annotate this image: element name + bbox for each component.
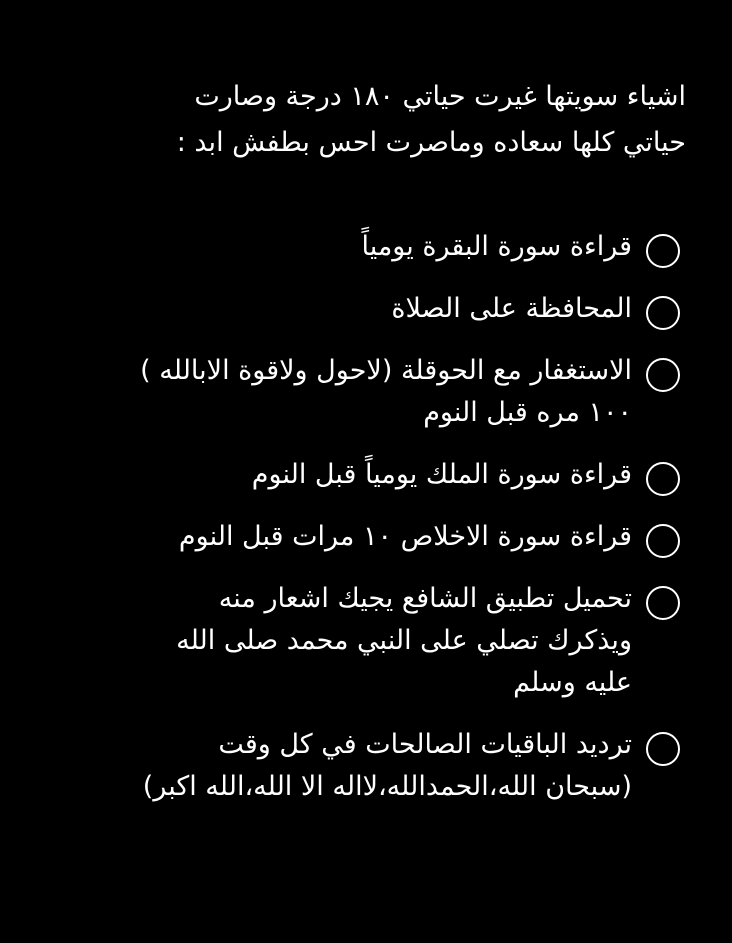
checklist-item-text: الاستغفار مع الحوقلة (لاحول ولاقوة الابالله ) ١٠٠ مره قبل النوم — [140, 355, 632, 428]
checklist-item-text: قراءة سورة الاخلاص ١٠ مرات قبل النوم — [178, 521, 632, 552]
checklist-item — [40, 578, 680, 704]
checkbox-circle-icon[interactable] — [646, 234, 680, 268]
checklist-item — [40, 724, 680, 808]
checkbox-circle-icon[interactable] — [646, 732, 680, 766]
checklist-item — [40, 288, 680, 330]
checklist-item — [40, 516, 680, 558]
checklist-item-text: قراءة سورة البقرة يومياً — [361, 231, 632, 262]
checkbox-circle-icon[interactable] — [646, 524, 680, 558]
checkbox-circle-icon[interactable] — [646, 462, 680, 496]
checklist-item — [40, 454, 680, 496]
checklist-item-text: قراءة سورة الملك يومياً قبل النوم — [251, 459, 632, 490]
checklist-item-text: ترديد الباقيات الصالحات في كل وقت (سبحان الله،الحمدالله،لااله الا الله،الله اكبر) — [142, 729, 632, 802]
intro-text: اشياء سويتها غيرت حياتي ١٨٠ درجة وصارت حياتي كلها سعاده وماصرت احس بطفش ابد : — [176, 81, 686, 158]
checkbox-circle-icon[interactable] — [646, 358, 680, 392]
checklist-item-text: المحافظة على الصلاة — [391, 293, 632, 324]
checklist — [40, 226, 680, 828]
checkbox-circle-icon[interactable] — [646, 586, 680, 620]
checklist-item — [40, 226, 680, 268]
checklist-item-text: تحميل تطبيق الشافع يجيك اشعار منه ويذكرك تصلي على النبي محمد صلى الله عليه وسلم — [176, 583, 632, 698]
checklist-item — [40, 350, 680, 434]
checkbox-circle-icon[interactable] — [646, 296, 680, 330]
